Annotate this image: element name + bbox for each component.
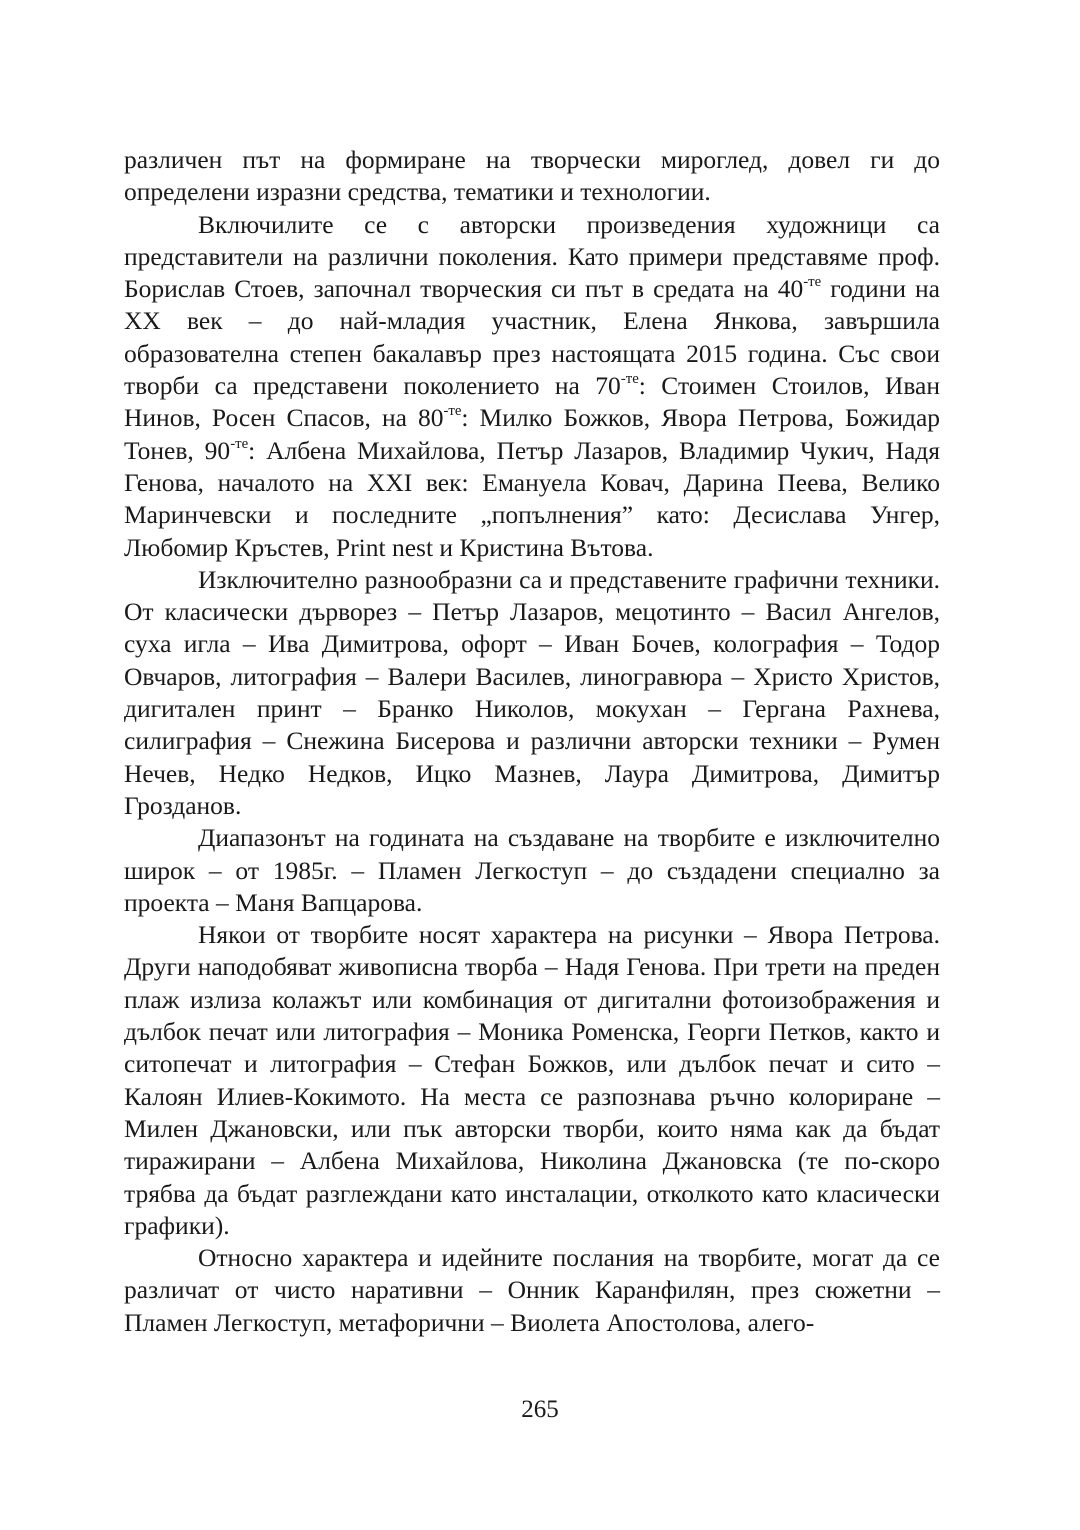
- paragraph: [124, 919, 940, 1242]
- paragraph: [124, 564, 940, 822]
- paragraph: [124, 1242, 940, 1339]
- paragraph-text: години на XX век – до най-младия участник, Елена Янкова, завършила образователна степен бакалавър през настоящата 2015 година. Със свои творби са представени поколението на 70: [124, 274, 940, 401]
- superscript: -те: [803, 274, 822, 291]
- paragraph-text: : Стоимен Стоилов, Иван Нинов, Росен Спасов, на 80: [124, 371, 940, 433]
- paragraph-text: : Албена Михайлова, Петър Лазаров, Владимир Чукич, Надя Генова, началото на XXI век: Емануела Ковач, Дарина Пеева, Велико Маринчевски и последните „попълнения” като: Десислава Унгер, Любомир Кръстев, Print nest и Кристина Вътова.: [124, 435, 940, 562]
- paragraph-text: Изключително разнообразни са и представените графични техники. От класически дърворез – Петър Лазаров, мецотинто – Васил Ангелов, суха игла – Ива Димитрова, офорт – Иван Бочев, колография – Тодор Овчаров, литография – Валери Василев, линогравюра – Христо Христов, дигитален принт – Бранко Николов, мокухан – Гергана Рахнева, силиграфия – Снежина Бисерова и различни авторски техники – Румен Нечев, Недко Недков, Ицко Мазнев, Лаура Димитрова, Димитър Грозданов.: [124, 564, 940, 820]
- paragraph-text: Диапазонът на годината на създаване на творбите е изключително широк – от 1985г. – Пламен Легкоступ – до създадени специално за проекта – Маня Вапцарова.: [124, 823, 940, 917]
- superscript: -те: [230, 435, 249, 452]
- paragraph-text: : Милко Божков, Явора Петрова, Божидар Тонев, 90: [124, 403, 941, 465]
- paragraph-text: Някои от творбите носят характера на рисунки – Явора Петрова. Други наподобяват живописна творба – Надя Генова. При трети на преден плаж излиза колажът или комбинация от дигитални фотоизображения и дълбок печат или литография – Моника Роменска, Георги Петков, както и ситопечат и литография – Стефан Божков, или дълбок печат и сито – Калоян Илиев-Кокимото. На места се разпознава ръчно колориране – Милен Джановски, или пък авторски творби, които няма как да бъдат тиражирани – Албена Михайлова, Николина Джановска (те по-скоро трябва да бъдат разглеждани като инсталации, отколкото като класически графики).: [124, 920, 940, 1240]
- superscript: -те: [620, 371, 639, 387]
- page-number: 265: [521, 1396, 559, 1423]
- paragraph: [124, 144, 940, 209]
- paragraph-text: Относно характера и идейните послания на творбите, могат да се различат от чисто наративни – Онник Каранфилян, през сюжетни – Пламен Легкоступ, метафорични – Виолета Апостолова, алего-: [124, 1243, 940, 1337]
- paragraph-text: Включилите се с авторски произведения художници са представители на различни поколения. Като примери представяме проф. Борислав Стоев, започнал творческия си път в средата на 40: [124, 209, 940, 304]
- paragraph: [124, 209, 940, 564]
- paragraph-text: различен път на формиране на творчески мироглед, довел ги до определени изразни средства, тематики и технологии.: [124, 145, 940, 207]
- paragraph: [124, 822, 940, 919]
- superscript: -те: [443, 403, 462, 420]
- body-text: [124, 144, 940, 1339]
